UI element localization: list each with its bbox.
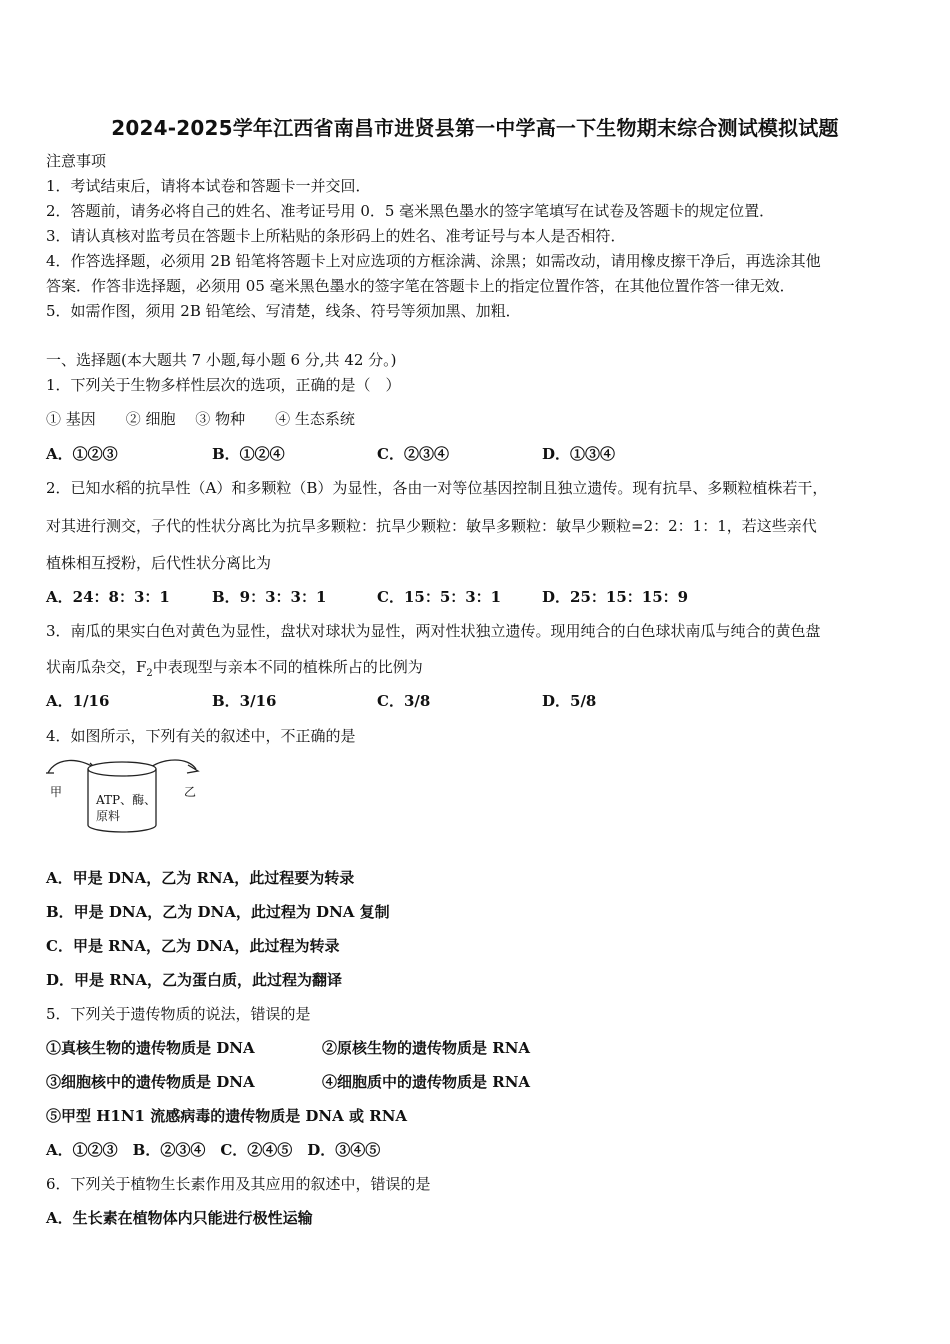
question-5-statement-2: ②原核生物的遗传物质是 RNA xyxy=(322,1039,531,1057)
process-diagram xyxy=(40,755,210,835)
question-5-statement-3: ③细胞核中的遗传物质是 DNA xyxy=(46,1073,255,1091)
question-3-option-c: C．3/8 xyxy=(377,692,431,710)
content-label-2: 原料 xyxy=(96,809,121,823)
question-2-line: 对其进行测交，子代的性状分离比为抗旱多颗粒：抗旱少颗粒：敏旱多颗粒：敏旱少颗粒=2：2：1：1，若这些亲代 xyxy=(46,517,817,535)
cylinder-top xyxy=(88,762,156,776)
question-5-options: A．①②③ B．②③④ C．②④⑤ D．③④⑤ xyxy=(46,1141,381,1159)
question-2-line: 2．已知水稻的抗旱性（A）和多颗粒（B）为显性，各由一对等位基因控制且独立遗传。现有抗旱、多颗粒植株若干， xyxy=(46,479,828,497)
question-6-option-a: A．生长素在植物体内只能进行极性运输 xyxy=(46,1209,313,1227)
question-1-option-b: B．①②④ xyxy=(212,445,285,463)
question-5-statement-5: ⑤甲型 H1N1 流感病毒的遗传物质是 DNA 或 RNA xyxy=(46,1107,408,1125)
question-4-option-a: A．甲是 DNA，乙为 RNA，此过程要为转录 xyxy=(46,869,355,887)
question-4-stem: 4．如图所示，下列有关的叙述中，不正确的是 xyxy=(46,727,356,745)
question-2-option-c: C．15：5：3：1 xyxy=(377,588,502,606)
question-5-statement-1: ①真核生物的遗传物质是 DNA xyxy=(46,1039,255,1057)
question-6-stem: 6．下列关于植物生长素作用及其应用的叙述中，错误的是 xyxy=(46,1175,431,1193)
notice-item: 1．考试结束后，请将本试卷和答题卡一并交回． xyxy=(46,177,371,195)
question-5-stem: 5．下列关于遗传物质的说法，错误的是 xyxy=(46,1005,311,1023)
notice-item: 2．答题前，请务必将自己的姓名、准考证号用 0．5 毫米黑色墨水的签字笔填写在试卷及答题卡的规定位置． xyxy=(46,202,775,220)
question-3-line: 3．南瓜的果实白色对黄色为显性，盘状对球状为显性，两对性状独立遗传。现用纯合的白色球状南瓜与纯合的黄色盘 xyxy=(46,622,821,640)
outgoing-arrowhead xyxy=(187,765,198,773)
question-4-option-c: C．甲是 RNA，乙为 DNA，此过程为转录 xyxy=(46,937,340,955)
question-1-option-c: C．②③④ xyxy=(377,445,449,463)
question-4-option-b: B．甲是 DNA，乙为 DNA，此过程为 DNA 复制 xyxy=(46,903,390,921)
content-label-1: ATP、酶、 xyxy=(96,793,157,807)
question-3-line-2-pre: 状南瓜杂交，F xyxy=(46,658,147,676)
notice-heading: 注意事项 xyxy=(46,152,107,170)
question-2-option-a: A．24：8：3：1 xyxy=(46,588,170,606)
question-2-option-d: D．25：15：15：9 xyxy=(542,588,689,606)
question-3-option-d: D．5/8 xyxy=(542,692,597,710)
question-3-subscript: 2 xyxy=(146,668,153,679)
question-3-option-a: A．1/16 xyxy=(46,692,110,710)
question-1-option-d: D．①③④ xyxy=(542,445,616,463)
question-2-option-b: B．9：3：3：1 xyxy=(212,588,327,606)
notice-item: 5．如需作图，须用 2B 铅笔绘、写清楚，线条、符号等须加黑、加粗． xyxy=(46,302,521,320)
right-label: 乙 xyxy=(184,785,197,799)
notice-item: 3．请认真核对监考员在答题卡上所粘贴的条形码上的姓名、准考证号与本人是否相符． xyxy=(46,227,626,245)
question-3-line-2 xyxy=(46,657,423,684)
left-label: 甲 xyxy=(50,785,63,799)
question-1-items: ① 基因 ② 细胞 ③ 物种 ④ 生态系统 xyxy=(46,410,355,428)
question-3-option-b: B．3/16 xyxy=(212,692,277,710)
question-3-line-2-post: 中表现型与亲本不同的植株所占的比例为 xyxy=(152,658,423,676)
page-title: 2024-2025学年江西省南昌市进贤县第一中学高一下生物期末综合测试模拟试题 xyxy=(111,116,839,140)
question-2-line: 植株相互授粉，后代性状分离比为 xyxy=(46,554,272,572)
question-1-option-a: A．①②③ xyxy=(46,445,118,463)
question-1-stem: 1．下列关于生物多样性层次的选项，正确的是（ ） xyxy=(46,376,401,394)
section-heading: 一、选择题(本大题共 7 小题,每小题 6 分,共 42 分。) xyxy=(46,351,397,369)
question-4-option-d: D．甲是 RNA，乙为蛋白质，此过程为翻译 xyxy=(46,971,343,989)
notice-item: 4．作答选择题，必须用 2B 铅笔将答题卡上对应选项的方框涂满、涂黑；如需改动，请用橡皮擦干净后，再选涂其他 xyxy=(46,252,821,270)
notice-item: 答案．作答非选择题，必须用 05 毫米黑色墨水的签字笔在答题卡上的指定位置作答，在其他位置作答一律无效． xyxy=(46,277,795,295)
question-5-statement-4: ④细胞质中的遗传物质是 RNA xyxy=(322,1073,531,1091)
